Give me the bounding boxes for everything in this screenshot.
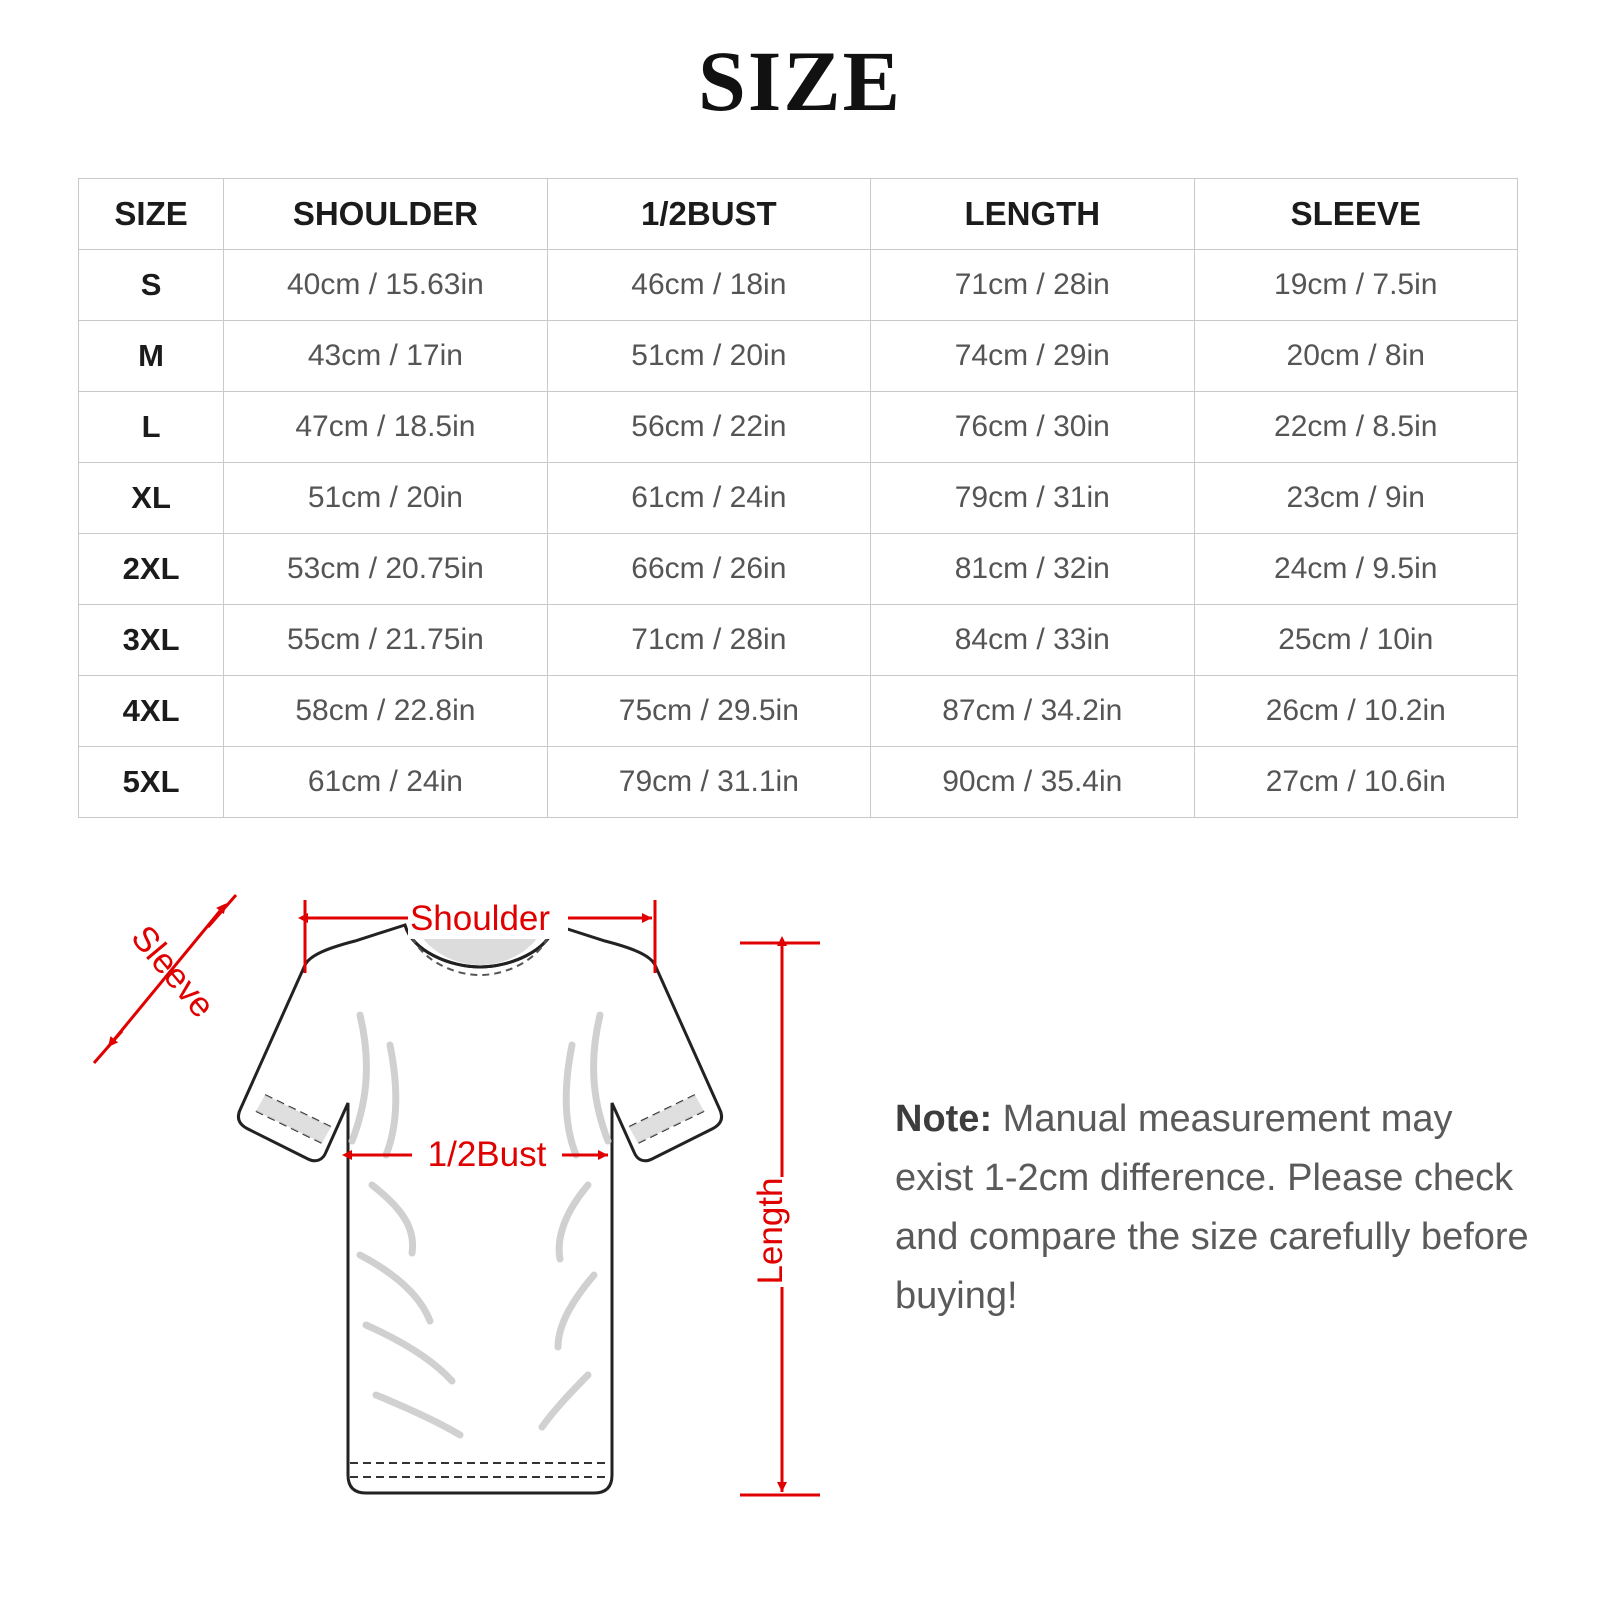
cell-shoulder: 53cm / 20.75in	[224, 534, 547, 605]
cell-size: L	[79, 392, 224, 463]
half-bust-label: 1/2Bust	[427, 1135, 547, 1174]
cell-length: 74cm / 29in	[871, 321, 1194, 392]
cell-bust: 46cm / 18in	[547, 250, 870, 321]
cell-length: 71cm / 28in	[871, 250, 1194, 321]
table-row	[79, 534, 1518, 605]
cell-shoulder: 61cm / 24in	[224, 747, 547, 818]
cell-sleeve: 23cm / 9in	[1194, 463, 1518, 534]
cell-length: 76cm / 30in	[871, 392, 1194, 463]
cell-size: 2XL	[79, 534, 224, 605]
shoulder-label: Shoulder	[409, 899, 551, 938]
length-label: Length	[751, 1177, 790, 1285]
cell-bust: 79cm / 31.1in	[547, 747, 870, 818]
column-header-shoulder: SHOULDER	[224, 179, 547, 250]
column-header-length: LENGTH	[871, 179, 1194, 250]
sleeve-label: Sleeve	[123, 918, 223, 1026]
cell-shoulder: 47cm / 18.5in	[224, 392, 547, 463]
cell-shoulder: 40cm / 15.63in	[224, 250, 547, 321]
table-row	[79, 676, 1518, 747]
cell-bust: 66cm / 26in	[547, 534, 870, 605]
cell-bust: 61cm / 24in	[547, 463, 870, 534]
cell-size: 3XL	[79, 605, 224, 676]
cell-bust: 56cm / 22in	[547, 392, 870, 463]
cell-sleeve: 26cm / 10.2in	[1194, 676, 1518, 747]
tshirt-illustration	[238, 925, 721, 1493]
cell-sleeve: 19cm / 7.5in	[1194, 250, 1518, 321]
cell-length: 87cm / 34.2in	[871, 676, 1194, 747]
column-header-size: SIZE	[79, 179, 224, 250]
cell-sleeve: 24cm / 9.5in	[1194, 534, 1518, 605]
table-row	[79, 321, 1518, 392]
cell-size: 5XL	[79, 747, 224, 818]
note-text: Manual measurement may exist 1-2cm difference. Please check and compare the size carefully before buying!	[895, 1098, 1529, 1317]
cell-sleeve: 27cm / 10.6in	[1194, 747, 1518, 818]
table-row	[79, 605, 1518, 676]
cell-length: 90cm / 35.4in	[871, 747, 1194, 818]
cell-size: S	[79, 250, 224, 321]
page-title: SIZE	[697, 33, 903, 129]
table-row	[79, 392, 1518, 463]
cell-shoulder: 58cm / 22.8in	[224, 676, 547, 747]
cell-sleeve: 22cm / 8.5in	[1194, 392, 1518, 463]
cell-shoulder: 43cm / 17in	[224, 321, 547, 392]
cell-sleeve: 25cm / 10in	[1194, 605, 1518, 676]
cell-bust: 51cm / 20in	[547, 321, 870, 392]
cell-shoulder: 51cm / 20in	[224, 463, 547, 534]
size-chart-table	[78, 178, 1518, 818]
cell-bust: 71cm / 28in	[547, 605, 870, 676]
table-row	[79, 463, 1518, 534]
table-row	[79, 250, 1518, 321]
cell-size: XL	[79, 463, 224, 534]
table-row	[79, 747, 1518, 818]
measurement-note	[895, 1090, 1535, 1326]
cell-bust: 75cm / 29.5in	[547, 676, 870, 747]
cell-length: 79cm / 31in	[871, 463, 1194, 534]
note-label: Note:	[895, 1098, 993, 1140]
cell-sleeve: 20cm / 8in	[1194, 321, 1518, 392]
column-header-bust: 1/2BUST	[547, 179, 870, 250]
column-header-sleeve: SLEEVE	[1194, 179, 1518, 250]
tshirt-measurement-diagram	[60, 855, 860, 1555]
cell-length: 81cm / 32in	[871, 534, 1194, 605]
table-header-row	[79, 179, 1518, 250]
cell-length: 84cm / 33in	[871, 605, 1194, 676]
cell-shoulder: 55cm / 21.75in	[224, 605, 547, 676]
cell-size: M	[79, 321, 224, 392]
cell-size: 4XL	[79, 676, 224, 747]
